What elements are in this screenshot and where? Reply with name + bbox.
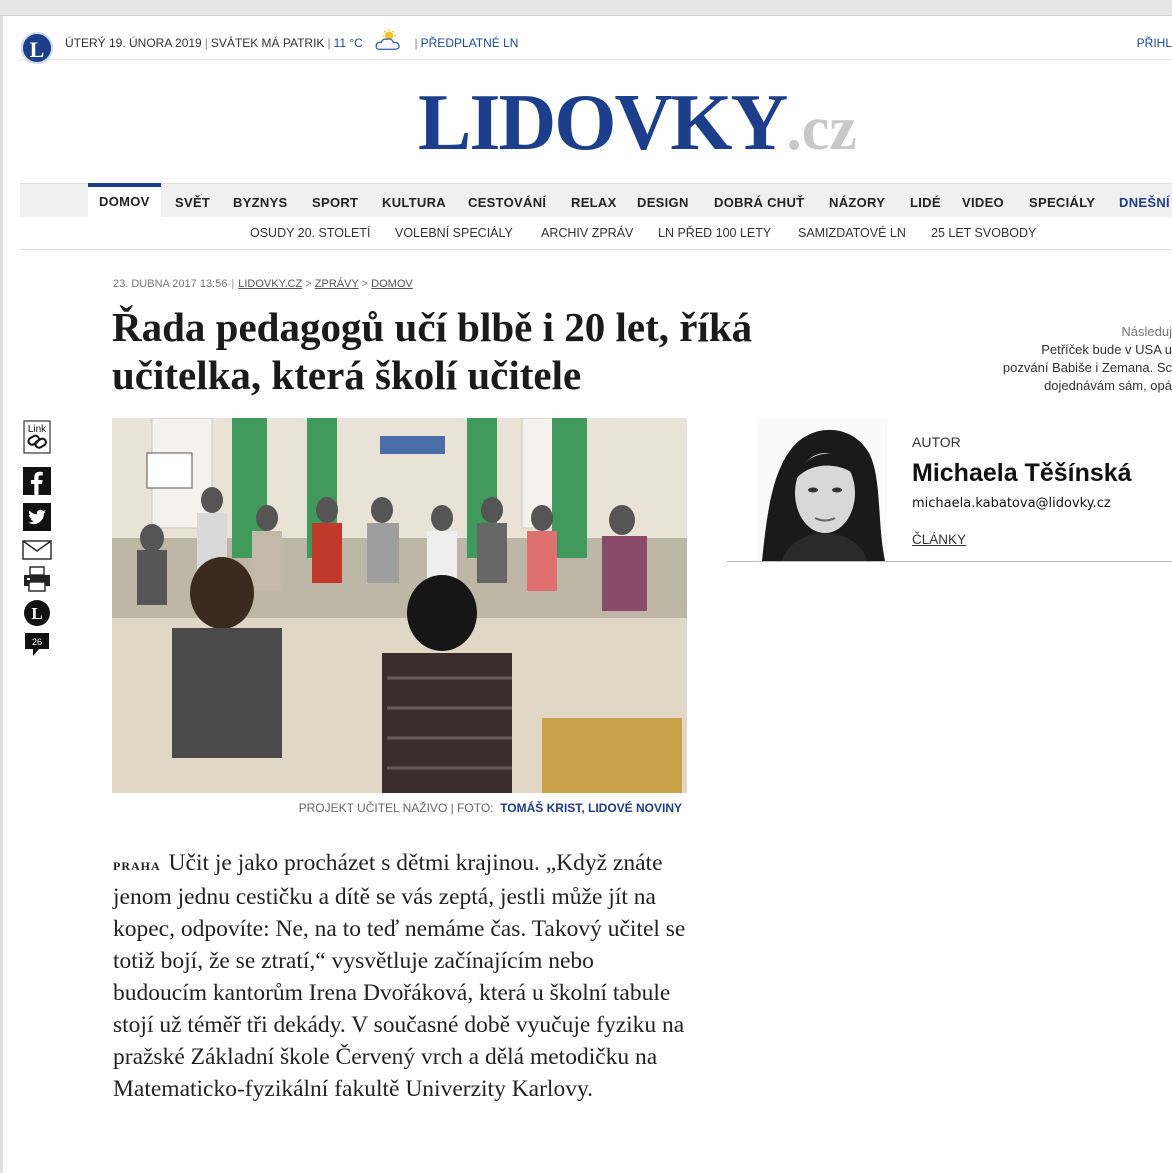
svg-text:26: 26 — [31, 637, 43, 647]
login-link[interactable]: PŘIHL — [1136, 36, 1172, 50]
photo-credit-outlet[interactable]: LIDOVÉ NOVINY — [587, 801, 682, 815]
subnav-item-archiv[interactable]: ARCHIV ZPRÁV — [541, 226, 634, 240]
top-info-bar — [20, 30, 1172, 60]
subscription-link[interactable]: PŘEDPLATNÉ LN — [420, 36, 519, 50]
nav-item-design[interactable]: DESIGN — [637, 195, 689, 210]
nav-item-domov[interactable]: DOMOV — [88, 183, 161, 218]
breadcrumb-lidovky[interactable]: LIDOVKY.CZ — [238, 278, 303, 290]
breadcrumb-zpravy[interactable]: ZPRÁVY — [314, 278, 359, 290]
subnav-item-volebni[interactable]: VOLEBNÍ SPECIÁLY — [395, 226, 513, 240]
article-dateline: praha — [113, 855, 161, 874]
lidovky-icon[interactable] — [22, 598, 52, 628]
article-date: 23. DUBNA 2017 13:56 — [113, 278, 228, 290]
nav-item-nazory[interactable]: NÁZORY — [829, 195, 886, 210]
browser-left-edge — [0, 16, 3, 1173]
brand-tld: .cz — [786, 95, 857, 163]
next-article-title-line: pozvání Babiše i Zemana. Sc — [1002, 360, 1172, 375]
brand-name: LIDOVKY — [418, 79, 787, 167]
link-icon[interactable] — [22, 422, 52, 452]
next-article-title-line: Petříček bude v USA u — [1041, 342, 1172, 357]
nav-item-byznys[interactable]: BYZNYS — [233, 195, 288, 210]
nav-item-sport[interactable]: SPORT — [312, 195, 359, 210]
photo-caption: PROJEKT UČITEL NAŽIVO | FOTO: TOMÁŠ KRIST, LIDOVÉ NOVINY — [298, 801, 682, 815]
photo-credit-photographer[interactable]: TOMÁŠ KRIST — [500, 801, 582, 815]
sub-navigation — [20, 218, 1172, 250]
comments-icon[interactable] — [22, 630, 52, 660]
subnav-item-25-let[interactable]: 25 LET SVOBODY — [931, 226, 1037, 240]
next-article-label: Následuj — [1121, 324, 1172, 339]
subnav-item-osudy[interactable]: OSUDY 20. STOLETÍ — [250, 226, 371, 240]
nav-item-relax[interactable]: RELAX — [571, 195, 617, 210]
article-photo[interactable] — [112, 418, 687, 793]
author-articles-link[interactable]: ČLÁNKY — [912, 532, 967, 547]
author-name[interactable]: Michaela Těšínská — [912, 459, 1132, 487]
nav-item-video[interactable]: VIDEO — [962, 195, 1004, 210]
nav-item-specialy[interactable]: SPECIÁLY — [1029, 195, 1096, 210]
twitter-icon[interactable] — [22, 502, 52, 532]
weather-cloud-sun-icon — [372, 29, 406, 51]
svg-text:Link: Link — [27, 424, 47, 435]
author-label: AUTOR — [912, 434, 961, 450]
author-divider — [727, 561, 1172, 562]
nameday: SVÁTEK MÁ PATRIK — [210, 36, 325, 50]
next-article-teaser[interactable] — [980, 323, 1172, 395]
nav-item-kultura[interactable]: KULTURA — [382, 195, 446, 210]
nav-item-dnesni[interactable]: DNEŠNÍ — [1119, 195, 1170, 210]
facebook-icon[interactable] — [22, 466, 52, 496]
article-headline: Řada pedagogů učí blbě i 20 let, říká učitelka, která školí učitele — [112, 304, 753, 398]
subnav-item-samizdatove[interactable]: SAMIZDATOVÉ LN — [798, 226, 906, 240]
email-icon[interactable] — [22, 535, 52, 565]
nav-item-dobra-chut[interactable]: DOBRÁ CHUŤ — [714, 195, 805, 210]
article-meta: 23. DUBNA 2017 13:56 | LIDOVKY.CZ > ZPRÁVY > DOMOV — [113, 278, 413, 290]
caption-text: PROJEKT UČITEL NAŽIVO | FOTO: — [298, 801, 494, 815]
subnav-item-ln-pred-100-lety[interactable]: LN PŘED 100 LETY — [658, 226, 772, 240]
nav-item-svet[interactable]: SVĚT — [175, 195, 211, 210]
site-logo[interactable] — [418, 78, 857, 174]
nav-item-lide[interactable]: LIDÉ — [910, 195, 941, 210]
lidovky-logo-icon[interactable]: L — [21, 32, 53, 64]
temperature: 11 °C — [333, 36, 363, 50]
svg-text:L: L — [31, 604, 43, 623]
breadcrumb-domov[interactable]: DOMOV — [371, 278, 413, 290]
article-body — [113, 847, 693, 1105]
author-avatar[interactable] — [757, 418, 887, 561]
browser-top-edge — [0, 0, 1172, 16]
article-paragraph: Učit je jako procházet s dětmi krajinou. „Když znáte jenom jednu cestičku a dítě se vás zeptá, jestli může jít na kopec, odpovíte: Ne, na to teď nemáme čas. Takový učitel se totiž bojí, že se ztratí,“ vysvětluje začínajícím nebo budoucím kantorům Irena Dvořáková, která u školní tabule stojí už téměř tři dekády. V současné době vyučuje fyziku na pražské Základní škole Červený vrch a dělá metodičku na Matematicko-fyzikální fakultě Univerzity Karlovy. — [113, 850, 686, 1102]
main-navigation — [20, 183, 1172, 217]
print-icon[interactable] — [22, 564, 52, 594]
current-date: ÚTERÝ 19. ÚNORA 2019 — [65, 36, 202, 50]
author-email[interactable]: michaela.kabatova@lidovky.cz — [912, 496, 1111, 511]
next-article-title-line: dojednávám sám, opá — [1044, 378, 1172, 393]
nav-item-cestovani[interactable]: CESTOVÁNÍ — [468, 195, 547, 210]
top-info-line: ÚTERÝ 19. ÚNORA 2019 | SVÁTEK MÁ PATRIK | 11 °C | PŘEDPLATNÉ LN — [65, 36, 518, 51]
